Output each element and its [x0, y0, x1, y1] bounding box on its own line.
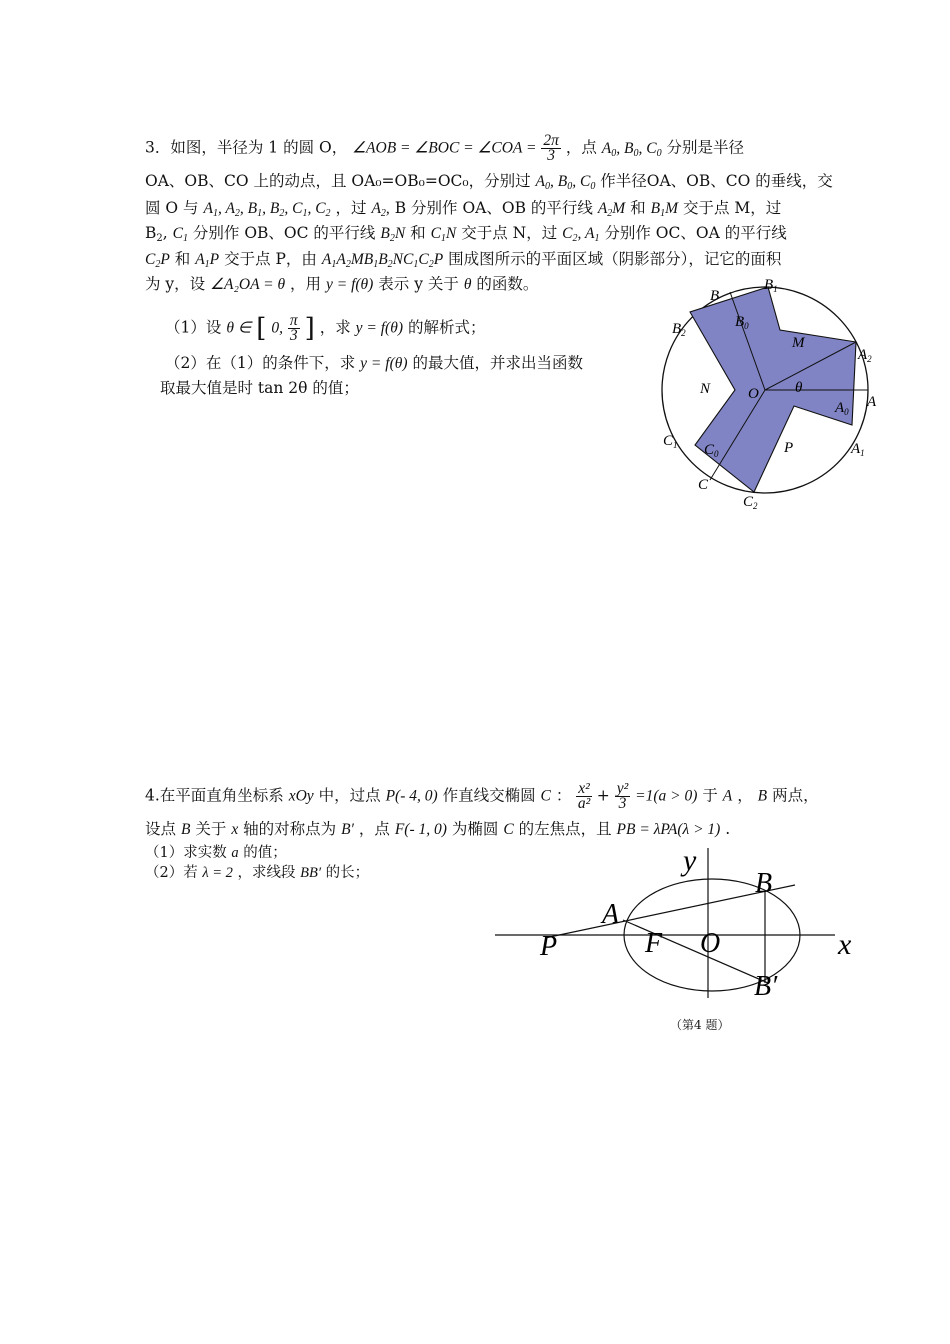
label-b1: $B_1$	[764, 277, 778, 294]
q3-text: 分别作 OC、OA 的平行线	[604, 224, 787, 242]
q3-text: 的函数。	[476, 275, 539, 293]
q4-c: C	[540, 787, 551, 805]
q3-points: $A_0$, $B_0$, $C_0$	[535, 173, 596, 192]
q3-text: B 分别作 OA、OB 的平行线	[394, 199, 593, 217]
label-b: B	[710, 288, 720, 304]
q4-text: ：	[555, 786, 572, 805]
q3-seg: $A_1P$	[195, 251, 220, 270]
q4-b: B	[757, 787, 768, 805]
q4-text: 为椭圆	[451, 820, 499, 838]
q4-b: B	[180, 821, 191, 838]
q4-vector-eq: PB = λPA(λ > 1)	[616, 821, 721, 838]
q3-line-1	[145, 134, 744, 165]
q3-text: OA、OB、CO 上的动点，且 OA₀=OB₀=OC₀，分别过	[145, 172, 531, 190]
q3-fraction-2pi-3	[541, 134, 561, 163]
frac-denominator: 3	[547, 147, 556, 164]
q3-func: y = f(θ)	[355, 319, 403, 337]
label-n: N	[700, 381, 711, 397]
label-o: O	[748, 386, 759, 402]
label-o: O	[700, 928, 721, 959]
q4-text: ，点	[358, 820, 390, 838]
label-y: y	[683, 844, 697, 877]
q4-text: 设点	[145, 820, 177, 838]
q3-text: 和	[174, 250, 191, 268]
q4-point-f: F(- 1, 0)	[394, 821, 447, 838]
q3-seg: $B_1M$	[650, 200, 678, 219]
q3-intro: 3．如图，半径为 1 的圆 O，	[145, 138, 348, 157]
q3-text: （2）在（1）的条件下，求	[165, 354, 356, 372]
figure-4-ellipse-diagram	[490, 840, 870, 1005]
q3-line-4: $B_2$, $C_1$ 分别作 OB、OC 的平行线 $B_2N$ 和 $C_1N$ 交于点 N，过 $C_2$, $A_1$ 分别作 OC、OA 的平行线	[145, 224, 787, 244]
q4-text: 作直线交椭圆	[442, 786, 536, 805]
q3-point: $A_2$,	[371, 200, 390, 219]
q3-text: 分别是半径	[666, 138, 745, 157]
q3-func: y = f(θ)	[360, 355, 408, 372]
q3-points-list: $A_1$, $A_2$, $B_1$, $B_2$, $C_1$, $C_2$	[203, 200, 331, 219]
q3-text: ，求	[319, 318, 351, 337]
frac-numerator: π	[289, 312, 298, 329]
q3-text: 交于点 N，过	[461, 224, 558, 242]
q4-eq: =1(a > 0)	[635, 787, 698, 805]
q3-text: ，用	[290, 275, 322, 293]
label-f: F	[645, 928, 663, 959]
q3-func: y = f(θ)	[325, 276, 374, 293]
frac-numerator: 2π	[543, 132, 559, 149]
figure-3-circle-diagram	[650, 270, 890, 520]
frac-denominator: a²	[577, 795, 591, 812]
q4-bprime: B′	[341, 821, 354, 838]
q3-line-6	[145, 273, 538, 296]
frac-denominator: 3	[618, 795, 627, 812]
q3-part-2	[165, 352, 583, 375]
label-c: C	[698, 477, 709, 493]
q4-text: .	[725, 820, 731, 838]
q4-frac-x2-a2	[576, 782, 592, 811]
q3-text: 和	[410, 224, 426, 242]
q3-theta-in: θ ∈	[226, 319, 252, 337]
q3-line-3	[145, 197, 781, 225]
label-p: P	[784, 440, 794, 456]
q3-text: 的最大值，并求出当函数	[412, 354, 583, 372]
q4-text: ，	[737, 786, 753, 805]
q3-text: ，过	[335, 199, 367, 217]
q4-part-1	[145, 842, 287, 864]
q4-text: （2）若	[145, 865, 198, 881]
q3-text: 作半径OA、OB、CO 的垂线，交	[600, 172, 833, 190]
q3-text: 和	[630, 199, 646, 217]
q3-text: 表示 y 关于	[378, 275, 459, 293]
label-c2: $C_2$	[743, 494, 758, 511]
q4-text: 的值；	[243, 845, 287, 861]
q4-line-2	[145, 818, 730, 841]
label-a2: $A_2$	[858, 347, 872, 364]
q3-part-2-cont	[160, 377, 359, 399]
q4-a: A	[722, 787, 733, 805]
q4-frac-y2-3	[615, 782, 631, 811]
label-c0: $C_0$	[704, 442, 719, 459]
q4-text: 两点，	[772, 786, 819, 805]
q3-text: 圆 O 与	[145, 199, 199, 217]
q4-text: ，求线段	[237, 865, 296, 881]
q4-line-1	[145, 782, 819, 811]
label-x: x	[838, 928, 852, 961]
q4-text: 轴的对称点为	[243, 820, 337, 838]
q3-point: $C_2$, $A_1$	[562, 225, 600, 244]
q3-text: 取最大值是时 tan 2θ 的值；	[160, 379, 359, 397]
q3-text: 的解析式；	[407, 318, 486, 337]
q3-text: 为 y，设	[145, 275, 206, 293]
q3-points-a0b0c0: $A_0$, $B_0$, $C_0$	[601, 139, 662, 159]
label-a0: $A_0$	[835, 400, 849, 417]
q3-text: B	[145, 224, 157, 242]
frac-denominator: 3	[289, 327, 298, 344]
q3-polygon: $A_1A_2MB_1B_2NC_1C_2P$	[321, 251, 444, 270]
q4-lambda: λ = 2	[202, 865, 233, 881]
q3-interval-start: 0,	[271, 319, 283, 337]
q4-text: 中，过点	[318, 786, 381, 805]
q4-text: 的长；	[325, 865, 370, 881]
label-theta: θ	[795, 380, 803, 396]
frac-numerator: x²	[578, 780, 590, 797]
q3-fraction-pi-3	[288, 314, 300, 343]
q3-text: 围成图所示的平面区域（阴影部分），记它的面积	[448, 250, 782, 268]
q4-c: C	[503, 821, 514, 838]
q3-text: 交于点 P，由	[224, 250, 317, 268]
label-p: P	[540, 931, 558, 962]
label-a1: $A_1$	[851, 441, 865, 458]
label-a: A	[867, 394, 877, 410]
frac-numerator: y²	[616, 780, 629, 797]
q3-angle-theta: ∠A₂OA = θ	[210, 276, 286, 293]
q3-seg: $B_2N$	[380, 225, 406, 244]
q3-text: 交于点 M，过	[682, 199, 782, 217]
q4-plus: +	[596, 786, 610, 805]
label-a: A	[602, 899, 620, 930]
q4-text: （1）求实数	[145, 845, 227, 861]
q4-text: 于	[702, 786, 718, 805]
q3-point: $C_1$	[172, 225, 188, 244]
q4-xoy: xOy	[288, 787, 314, 805]
q3-text: ，点	[565, 138, 597, 157]
q3-text: （1）设	[165, 318, 222, 337]
q3-seg: $C_2P$	[145, 251, 170, 270]
q3-angle-eq: ∠AOB = ∠BOC = ∠COA =	[352, 139, 537, 157]
q4-x: x	[231, 821, 239, 838]
q3-line-2	[145, 170, 833, 198]
q4-text: 关于	[195, 820, 227, 838]
label-c1: $C_1$	[663, 433, 678, 450]
q4-text: 的左焦点，且	[518, 820, 612, 838]
label-b-prime: B′	[754, 971, 778, 1002]
q3-theta: θ	[463, 276, 472, 293]
label-b2: $B_2$	[672, 321, 686, 338]
q3-part-1: （1）设 θ ∈ [ 0, $\frac{\pi}{3}$ ] ，求 y = f(θ) 的解析式；	[165, 312, 486, 344]
q4-point-p: P(- 4, 0)	[385, 787, 438, 805]
q3-seg: $C_1N$	[430, 225, 457, 244]
q4-part-2	[145, 862, 369, 884]
figure-4-caption: （第4 题）	[670, 1018, 730, 1032]
label-b0: $B_0$	[735, 314, 749, 331]
label-m: M	[792, 335, 805, 351]
q3-text: 分别作 OB、OC 的平行线	[192, 224, 376, 242]
q4-a-var: a	[231, 845, 239, 861]
q4-segment: BB′	[300, 865, 322, 881]
q3-seg: $A_2M$	[597, 200, 626, 219]
label-b: B	[755, 868, 773, 899]
q4-text: 4.在平面直角坐标系	[145, 786, 284, 805]
